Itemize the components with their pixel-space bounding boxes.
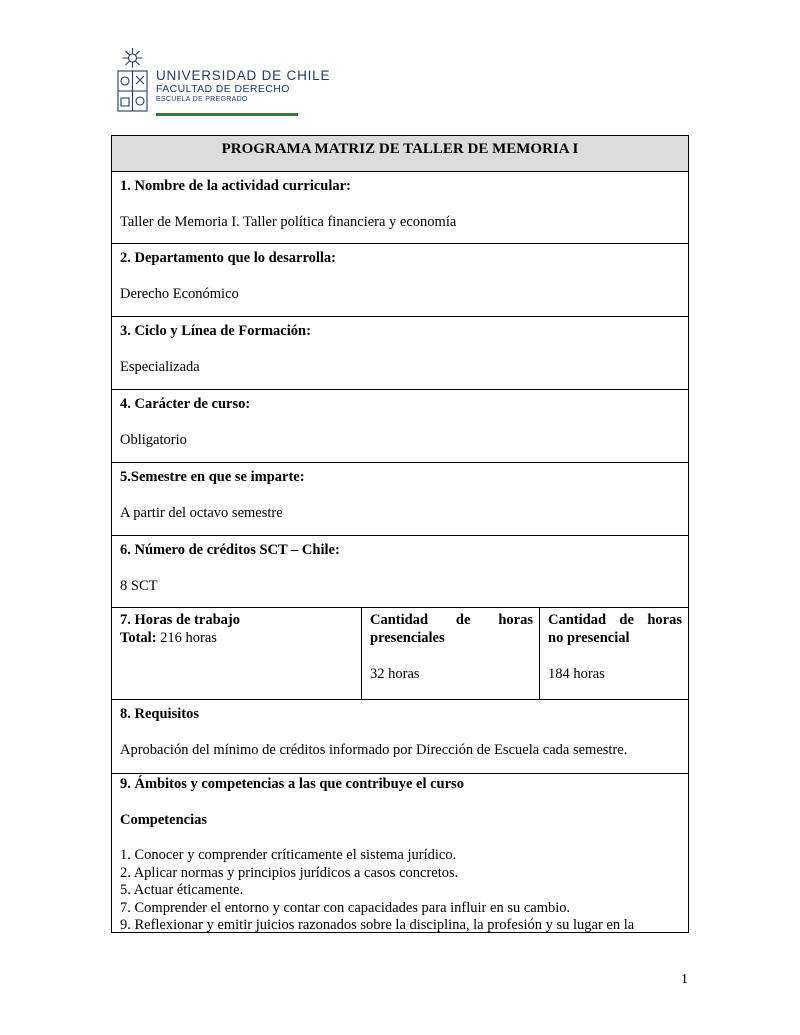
section-character <box>112 390 688 463</box>
section-value: Obligatorio <box>120 432 187 448</box>
section-heading: 1. Nombre de la actividad curricular: <box>120 178 351 194</box>
section-value: A partir del octavo semestre <box>120 505 283 521</box>
hours-total-line <box>120 629 355 647</box>
section-heading: 9. Ámbitos y competencias a las que contribuye el curso <box>120 776 464 792</box>
university-seal-icon <box>115 46 150 116</box>
section-heading: 8. Requisitos <box>120 706 199 722</box>
hours-heading: 7. Horas de trabajo <box>120 612 241 628</box>
program-table <box>111 135 689 933</box>
section-competencies <box>112 774 688 933</box>
section-heading: 4. Carácter de curso: <box>120 396 251 412</box>
hours-total-label: Total: <box>120 630 157 646</box>
hours-presencial-label-2: presenciales <box>370 630 445 646</box>
section-value: Taller de Memoria I. Taller política financiera y economía <box>120 214 457 230</box>
section-credits <box>112 536 688 608</box>
list-item: 9. Reflexionar y emitir juicios razonados sobre la disciplina, la profesión y su lugar en la <box>120 917 635 933</box>
university-name: UNIVERSIDAD DE CHILE <box>156 68 331 83</box>
faculty-name: FACULTAD DE DERECHO <box>156 83 290 95</box>
section-heading: 6. Número de créditos SCT – Chile: <box>120 542 340 558</box>
section-activity-name <box>112 172 688 244</box>
section-semester <box>112 463 688 536</box>
hours-no-presencial-cell <box>540 608 688 699</box>
logo-wordmark <box>156 68 330 105</box>
hours-no-presencial-label-2: no presencial <box>548 630 630 646</box>
section-value: 8 SCT <box>120 578 158 594</box>
section-requirements <box>112 700 688 774</box>
section-department <box>112 244 688 317</box>
section-heading: 2. Departamento que lo desarrolla: <box>120 250 336 266</box>
section-heading: 5.Semestre en que se imparte: <box>120 469 305 485</box>
section-value: Especializada <box>120 359 200 375</box>
hours-presencial-cell <box>362 608 540 699</box>
section-heading: 3. Ciclo y Línea de Formación: <box>120 323 311 339</box>
hours-presencial-label-1: Cantidad de horas <box>370 612 533 628</box>
document-title: PROGRAMA MATRIZ DE TALLER DE MEMORIA I <box>112 136 688 172</box>
university-logo <box>115 46 331 118</box>
list-item: 1. Conocer y comprender críticamente el sistema jurídico. <box>120 847 457 863</box>
hours-no-presencial-label-1: Cantidad de horas <box>548 612 682 628</box>
section-cycle <box>112 317 688 390</box>
list-item: 5. Actuar éticamente. <box>120 882 244 898</box>
list-item: 2. Aplicar normas y principios jurídicos a casos concretos. <box>120 864 459 881</box>
competencies-subheading: Competencias <box>120 812 207 828</box>
section-hours <box>112 608 688 700</box>
competencies-list <box>120 847 680 933</box>
page-number: 1 <box>681 972 688 987</box>
list-item: 7. Comprender el entorno y contar con capacidades para influir en su cambio. <box>120 899 571 916</box>
logo-underline <box>156 113 298 116</box>
hours-total-value: 216 horas <box>160 630 217 646</box>
school-name: ESCUELA DE PREGRADO <box>156 96 248 103</box>
hours-presencial-value: 32 horas <box>370 666 420 682</box>
hours-no-presencial-value: 184 horas <box>548 666 605 682</box>
section-value: Derecho Económico <box>120 286 239 302</box>
hours-total-cell <box>112 608 362 699</box>
section-value: Aprobación del mínimo de créditos informado por Dirección de Escuela cada semestre. <box>120 742 628 758</box>
